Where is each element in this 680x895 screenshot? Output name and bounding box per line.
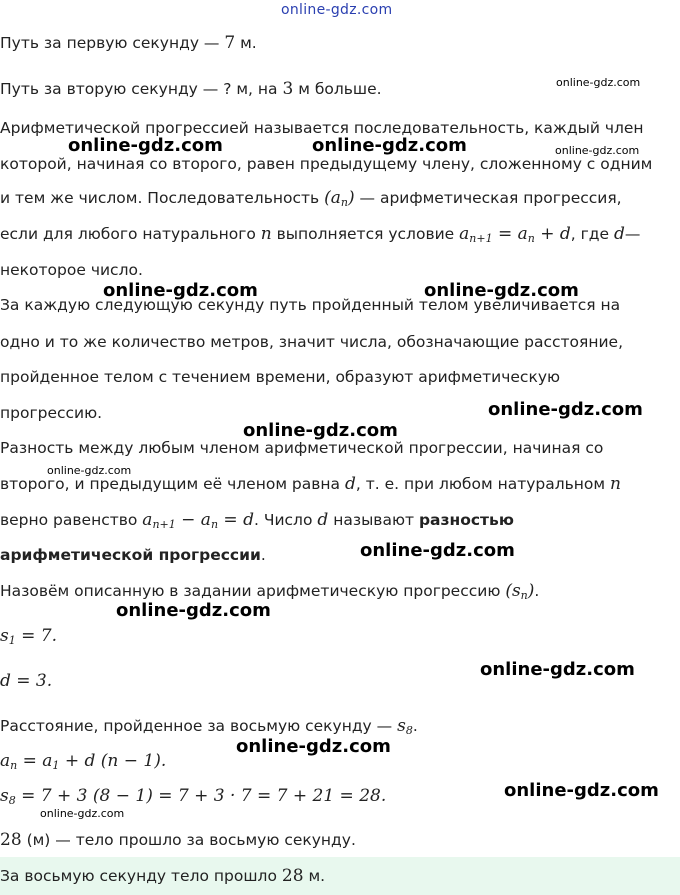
text-line-10: пройденное телом с течением времени, образуют арифметическую — [0, 368, 561, 386]
text-line-8: За каждую следующую секунду путь пройденный телом увеличивается на — [0, 296, 621, 314]
watermark: online-gdz.com — [236, 736, 391, 757]
text-line-4: которой, начиная со второго, равен предыдущему члену, сложенному с одним — [0, 155, 653, 173]
watermark: online-gdz.com — [243, 420, 398, 441]
text-line-16: Назовём описанную в задании арифметическую прогрессию $(s_n)$. — [0, 581, 540, 602]
watermark: online-gdz.com — [47, 464, 132, 477]
watermark: online-gdz.com — [556, 76, 641, 89]
watermark: online-gdz.com — [116, 600, 271, 621]
text-line-6: если для любого натурального n выполняется условие $a_{n+1} = a_n + d$, где d— — [0, 224, 641, 245]
text-line-15: арифметической прогрессии. — [0, 546, 266, 564]
watermark: online-gdz.com — [103, 280, 258, 301]
watermark: online-gdz.com — [488, 399, 643, 420]
watermark: online-gdz.com — [555, 144, 640, 157]
text-line-13: второго, и предыдущим её членом равна d, т. е. при любом натуральном n — [0, 474, 621, 494]
text-line-2: Путь за вторую секунду — ? м, на 3 м больше. — [0, 79, 382, 99]
text-line-1: Путь за первую секунду — 7 м. — [0, 33, 257, 53]
formula-an: $a_n = a_1 + d$ (n − 1). — [0, 751, 167, 772]
watermark: online-gdz.com — [312, 135, 467, 156]
formula-s8: $s_8 = 7 + 3$ (8 − 1) = 7 + 3 · 7 = 7 + 21 = 28. — [0, 786, 387, 807]
text-line-14: верно равенство $a_{n+1} - a_n = d$. Число d называют разностью — [0, 510, 514, 531]
text-line-9: одно и то же количество метров, значит числа, обозначающие расстояние, — [0, 333, 623, 351]
watermark: online-gdz.com — [40, 807, 125, 820]
watermark: online-gdz.com — [480, 659, 635, 680]
formula-s1: $s_1 = 7$. — [0, 626, 58, 647]
text-line-11: прогрессию. — [0, 404, 103, 422]
watermark: online-gdz.com — [68, 135, 223, 156]
text-line-3: Арифметической прогрессией называется последовательность, каждый член — [0, 119, 644, 137]
text-line-5: и тем же числом. Последовательность $(a_n)$ — арифметическая прогрессия, — [0, 188, 622, 209]
watermark: online-gdz.com — [360, 540, 515, 561]
text-line-12: Разность между любым членом арифметической прогрессии, начиная со — [0, 439, 604, 457]
watermark: online-gdz.com — [504, 780, 659, 801]
watermark: online-gdz.com — [424, 280, 579, 301]
header-watermark: online-gdz.com — [281, 2, 393, 18]
answer-text: За восьмую секунду тело прошло 28 м. — [0, 866, 326, 886]
formula-d: d = 3. — [0, 671, 53, 691]
text-line-7: некоторое число. — [0, 261, 143, 279]
text-line-19: Расстояние, пройденное за восьмую секунду — $s_8$. — [0, 716, 418, 737]
text-line-22: 28 (м) — тело прошло за восьмую секунду. — [0, 830, 356, 850]
